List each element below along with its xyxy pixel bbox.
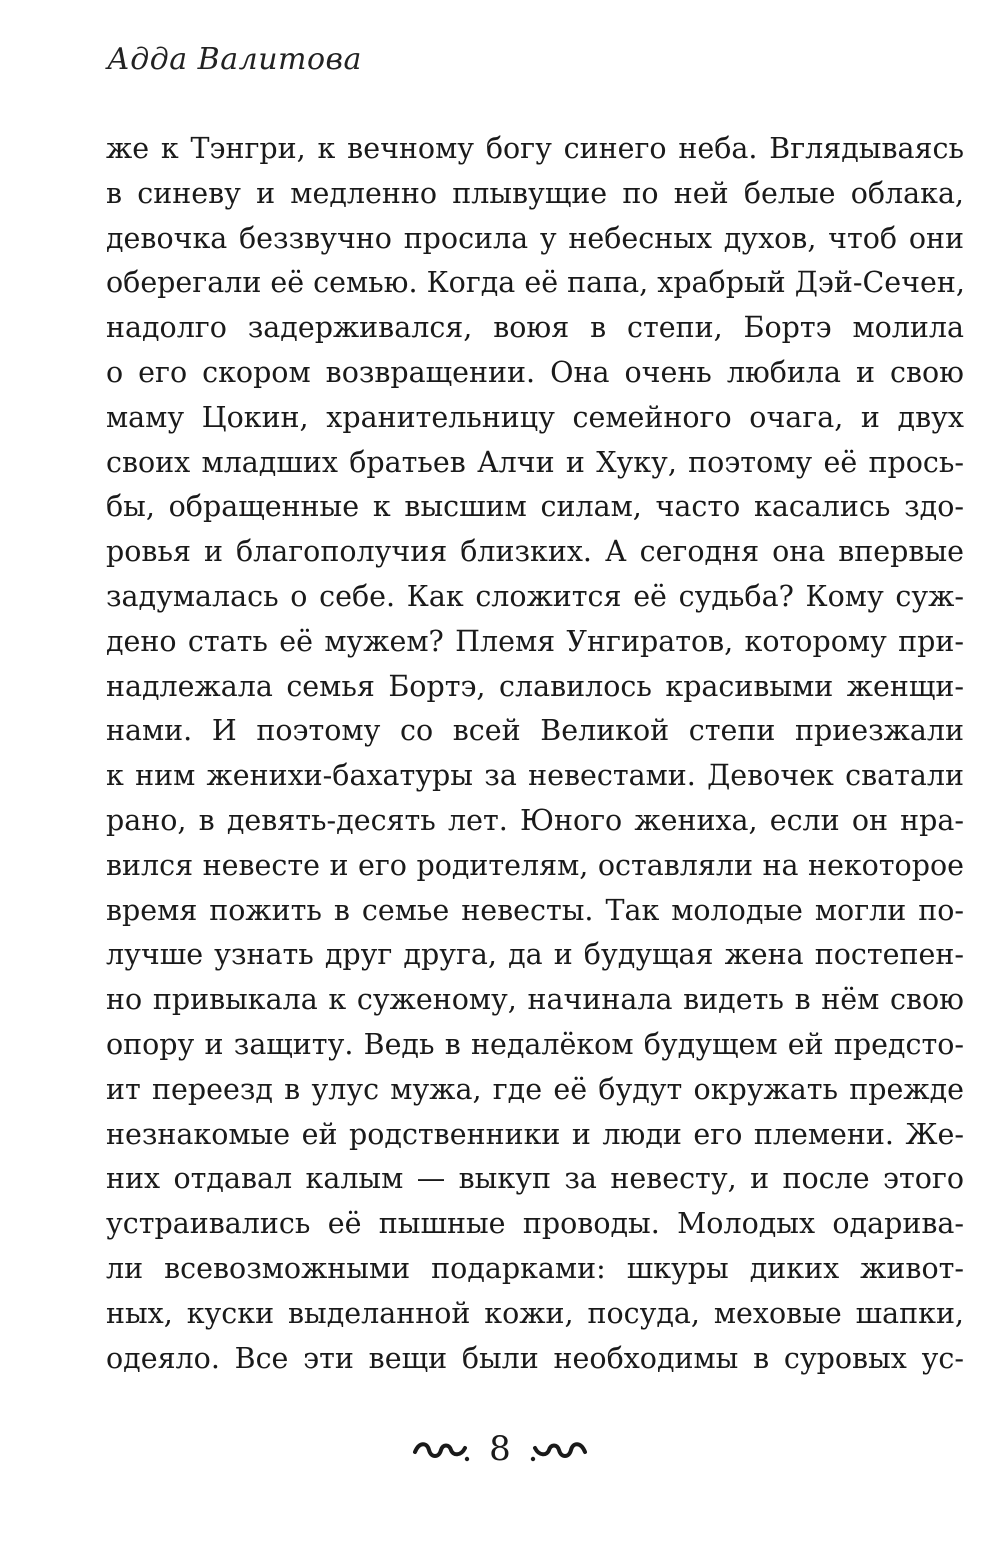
text-line: оберегали её семью. Когда её папа, храбрый Дэй-Сечен, — [106, 266, 965, 300]
body-text — [106, 127, 964, 1381]
text-line: ит переезд в улус мужа, где её будут окружать прежде — [106, 1072, 964, 1106]
text-line: в синеву и медленно плывущие по ней белые облака, — [106, 176, 964, 210]
text-line: ли всевозможными подарками: шкуры диких живот- — [106, 1251, 964, 1285]
text-line: бы, обращенные к высшим силам, часто касались здо- — [106, 490, 964, 524]
text-line: вился невесте и его родителям, оставляли на некоторое — [106, 848, 964, 882]
text-line: о его скором возвращении. Она очень любила и свою — [106, 355, 964, 389]
page-footer — [0, 1424, 1000, 1474]
text-line: надлежала семья Бортэ, славилось красивыми женщи- — [106, 669, 964, 703]
flourish-left-icon — [411, 1434, 471, 1464]
text-line: своих младших братьев Алчи и Хуку, поэтому её прось- — [106, 445, 964, 479]
text-line: но привыкала к суженому, начинала видеть в нём свою — [106, 983, 964, 1017]
text-line: надолго задерживался, воюя в степи, Бортэ молила — [106, 311, 964, 345]
text-line: нами. И поэтому со всей Великой степи приезжали — [106, 714, 964, 748]
text-line: дено стать её мужем? Племя Унгиратов, которому при- — [106, 624, 964, 658]
text-line: ных, куски выделанной кожи, посуда, меховые шапки, — [106, 1296, 964, 1330]
flourish-right-icon — [529, 1434, 589, 1464]
text-line: маму Цокин, хранительницу семейного очага, и двух — [106, 400, 964, 434]
text-line: задумалась о себе. Как сложится её судьба? Кому суж- — [106, 579, 964, 613]
page-number: 8 — [489, 1429, 511, 1469]
text-line: лучше узнать друг друга, да и будущая жена постепен- — [106, 938, 964, 972]
text-line: устраивались её пышные проводы. Молодых одарива- — [106, 1207, 964, 1241]
text-line: девочка беззвучно просила у небесных духов, чтоб они — [106, 221, 964, 255]
text-line: время пожить в семье невесты. Так молодые могли по- — [106, 893, 964, 927]
text-line: незнакомые ей родственники и люди его племени. Же- — [106, 1117, 964, 1151]
text-line: одеяло. Все эти вещи были необходимы в суровых ус- — [106, 1341, 964, 1375]
text-line: рано, в девять-десять лет. Юного жениха, если он нра- — [106, 803, 964, 837]
text-line: ровья и благополучия близких. А сегодня она впервые — [106, 535, 964, 569]
running-head: Адда Валитова — [107, 42, 362, 77]
text-line: же к Тэнгри, к вечному богу синего неба. Вглядываясь — [106, 132, 964, 165]
text-line: них отдавал калым — выкуп за невесту, и после этого — [106, 1162, 964, 1196]
text-line: к ним женихи-бахатуры за невестами. Девочек сватали — [106, 759, 964, 793]
text-line: опору и защиту. Ведь в недалёком будущем ей предсто- — [106, 1027, 964, 1061]
